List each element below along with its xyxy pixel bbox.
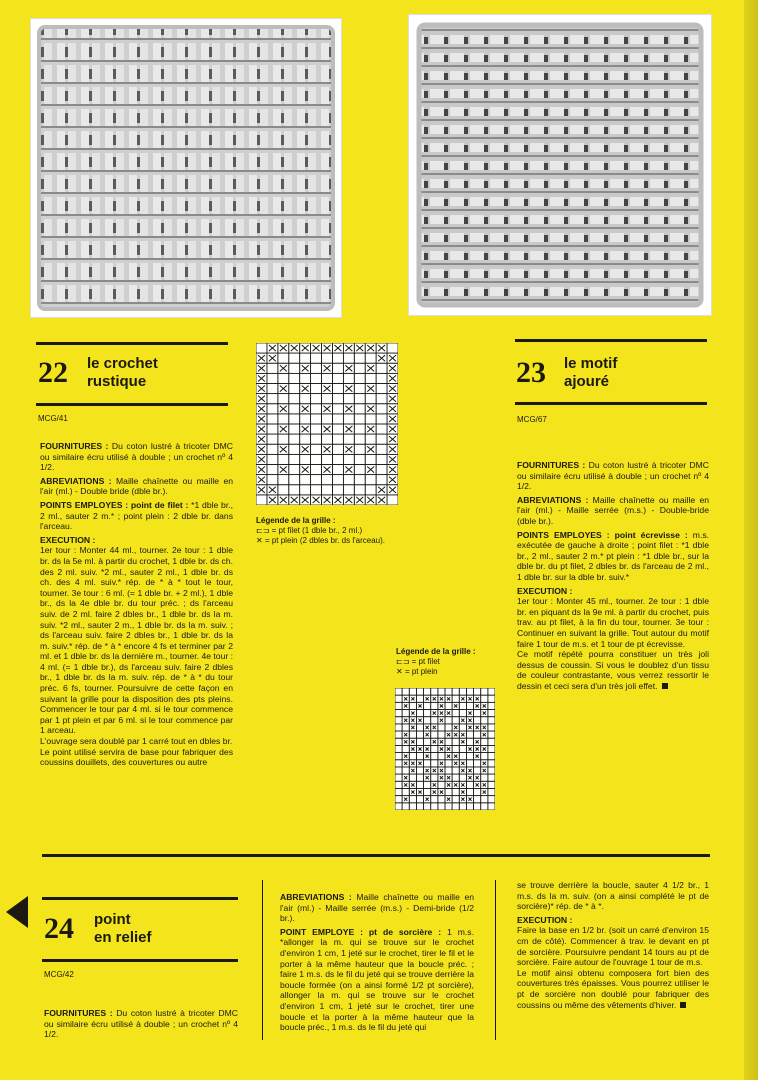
pattern-number-22: 22 <box>38 356 68 389</box>
fournitures-text: Du coton lustré à tricoter DMC ou similaire écru utilisé à double ; un crochet nº 4 1/2. <box>40 441 233 473</box>
fournitures-text: Du coton lustré à tricoter DMC ou similaire écru utilisé à double ; un crochet nº 4 1/2. <box>44 1008 238 1040</box>
execution-label: EXECUTION : <box>517 585 573 596</box>
fournitures-label: FOURNITURES : <box>44 1008 113 1018</box>
section-divider <box>42 854 710 857</box>
page-edge <box>744 0 758 1080</box>
column-rule-1 <box>262 880 263 1040</box>
pattern-title-23: le motif ajouré <box>564 355 618 390</box>
usage-text: Ce motif répété pourra constituer un très joli dessus de coussin. Si vous le doublez d'un tissu de couleur contrastante, vous verrez ressortir le dessin et ceci sera d'un très joli effet. <box>517 649 709 691</box>
point-label: POINT EMPLOYE : pt de sorcière : <box>280 926 442 937</box>
plein-symbol-icon: ✕ <box>256 536 265 545</box>
execution-text: 1er tour : Monter 45 ml., tourner. 2e tour : 1 dble br. en piquant ds la 9e ml. à partir du crochet, puis trav. au pt filet, à la fin du tour, tourner. 3e tour : Continuer en suivant la grille. Tout autour du motif faire 1 tour de m.s. et 1 tour de pt écrevisse. <box>517 596 709 649</box>
pattern-number-23: 23 <box>516 356 546 389</box>
points-text: *1 dble br., 2 ml., sauter 2 m.* ; point plein : 2 dble br. dans l'arceau. <box>40 499 234 532</box>
crochet-rustique-swatch <box>31 19 341 317</box>
abreviations-text: Maille chaînette ou maille en l'air (ml.) - Maille serrée (m.s.) - Double-bride (dble br.). <box>517 494 709 526</box>
legende-23 <box>396 647 506 677</box>
abreviations-text: Maille chaînette ou maille en l'air (ml.) - Maille serrée (m.s.) - Demi-bride (1/2 br.). <box>280 892 475 924</box>
fournitures-text: Du coton lustré à tricoter DMC ou similaire écru utilisé à double ; un crochet nº 4 1/2. <box>517 460 710 492</box>
pattern-title-24: point en relief <box>94 911 152 946</box>
pattern-title-22: le crochet rustique <box>87 355 158 390</box>
points-label: POINTS EMPLOYES : point écrevisse : <box>517 529 688 540</box>
abreviations-label: ABREVIATIONS : <box>517 494 589 505</box>
pattern-24-fournitures <box>44 1008 238 1043</box>
points-label: POINTS EMPLOYES : point de filet : <box>40 499 189 510</box>
header-bar-top-23 <box>515 339 707 342</box>
header-bar-bottom-24 <box>42 959 238 962</box>
pattern-23-instructions <box>517 460 709 691</box>
column-rule-2 <box>495 880 496 1040</box>
end-square-icon <box>680 1002 686 1008</box>
execution-label: EXECUTION : <box>40 534 96 545</box>
grille-23 <box>395 688 495 810</box>
abreviations-text: Maille chaînette ou maille en l'air (ml.) - Double bride (dble br.). <box>40 475 234 497</box>
doublure-text: L'ouvrage sera doublé par 1 carré tout en dbles br. <box>40 736 233 747</box>
filet-symbol-icon: ⊏⊐ <box>256 526 272 535</box>
pattern-ref-24: MCG/42 <box>44 970 74 979</box>
grille-22 <box>256 343 398 505</box>
pattern-ref-23: MCG/67 <box>517 415 547 424</box>
abreviations-label: ABREVIATIONS : <box>40 475 112 486</box>
legende-23-filet: ⊏⊐ = pt filet <box>396 657 440 666</box>
execution-label: EXECUTION : <box>517 914 573 925</box>
point-text: 1 m.s. *allonger la m. qui se trouve sur le crochet d'environ 1 cm, 1 jeté sur le crochet, tirer le fil et le porter à la même hauteur que la boucle préc. ; faire 1 m.s. ds le fil du jeté qui se trouve derrière la boucle formée (on a ainsi formé 1/2 pt sorcière), allonger la m. qui se trouve sur le crochet d'environ 1 cm, 1 jeté sur le crochet, tirer une boucle et la porter à la même hauteur que la boucle préc., 1 m.s. ds le fil du jeté qui <box>280 926 474 1033</box>
point-text-cont: se trouve derrière la boucle, sauter 4 1/2 br., 1 m.s. ds la m. suiv. (on a ainsi complété le pt de sorcière)* rép. de * à *. <box>517 880 709 912</box>
legende-23-plein: ✕ = pt plein <box>396 667 438 676</box>
photo-motif-ajoure <box>408 14 712 316</box>
motif-ajoure-swatch <box>409 15 711 315</box>
end-square-icon <box>662 683 668 689</box>
header-bar-top-24 <box>42 897 238 900</box>
legende-22-filet: ⊏⊐ = pt filet (1 dble br., 2 ml.) <box>256 526 363 535</box>
legende-22-plein: ✕ = pt plein (2 dbles br. ds l'arceau). <box>256 536 385 545</box>
pattern-22-instructions <box>40 441 233 768</box>
photo-crochet-rustique <box>30 18 342 318</box>
pattern-24-col2 <box>280 892 474 1036</box>
pattern-24-col3 <box>517 880 709 1010</box>
legende-23-title: Légende de la grille : <box>396 647 476 656</box>
filet-symbol-icon: ⊏⊐ <box>396 657 412 666</box>
plein-symbol-icon: ✕ <box>396 667 405 676</box>
abreviations-label: ABREVIATIONS : <box>280 892 352 902</box>
execution-text: 1er tour : Monter 44 ml., tourner. 2e tour : 1 dble br. ds la 5e ml. à partir du crochet, 1 dble br. ds ch. des 2 ml. suiv. *2 ml., sauter 2 ml., 1 dble br. ds ch. des 4 ml. suiv.* rép. de * à * tout le tour, tourner. 3e tour : 6 ml. (= 1 dble br. + 2 ml.), 1 dble br., ds la 4e dble br. du tour préc. ; ds l'arceau suiv. de 2 ml. faire 2 dbles br., 1 dble br. ds la m. suiv. *2 ml., sauter 2 m., 1 dble br. ds la m. suiv. ; ds l'arceau suiv. faire 2 dbles br., 1 dble br. ds la m. suiv.* rép. de * à * encore 4 fs et terminer par 2 ml. et 1 dble br. ds la dernière m., tourner. 4e tour : 4 ml. (= 1 dble br.), ds l'arceau suiv. faire 2 dbles br., 1 dble br. ds la m. suiv. rép. de * à * du tour préc. 6 fs, tourner. Poursuivre de cette façon en suivant la grille pour la disposition des pts pleins. Commencer le tour par 4 ml. si le tour commence par 1 pt plein et par 6 ml. si le tour commence par 1 arceau. <box>40 545 233 736</box>
pattern-number-24: 24 <box>44 912 74 945</box>
usage-text: Le motif ainsi obtenu composera fort bien des couvertures très épaisses. Vous pourrez utiliser le pt de sorcière non doublé pour fabriquer des coussins ou même des vêtements d'hiver. <box>517 967 709 1010</box>
fournitures-label: FOURNITURES : <box>517 460 586 470</box>
header-bar-bottom-22 <box>36 403 228 406</box>
usage-text: Le point utilisé servira de base pour fabriquer des coussins douillets, des couvertures ou autre <box>40 746 233 768</box>
pattern-ref-22: MCG/41 <box>38 414 68 423</box>
arrow-left-icon <box>6 896 28 928</box>
header-bar-bottom-23 <box>515 402 707 405</box>
legende-22 <box>256 516 436 546</box>
header-bar-top-22 <box>36 342 228 345</box>
legende-22-title: Légende de la grille : <box>256 516 336 525</box>
fournitures-label: FOURNITURES : <box>40 441 109 451</box>
points-text: m.s. exécutée de gauche à droite ; point filet : *1 dble br., 2 ml., sauter 2 m.* pt plein : *1 dble br., sur la dble br. du pt filet, 2 dbles br. ds l'arceau de 2 ml., 1 dble br. sur la dble br. suiv.* <box>517 529 710 582</box>
execution-text: Faire la base en 1/2 br. (soit un carré d'environ 15 cm de côté). Commencer à trav. le devant en pt de sorcière. Poursuivre pendant 14 tours au pt de sorcière. Faire autour de l'ouvrage 1 tour de m.s. <box>517 925 709 968</box>
